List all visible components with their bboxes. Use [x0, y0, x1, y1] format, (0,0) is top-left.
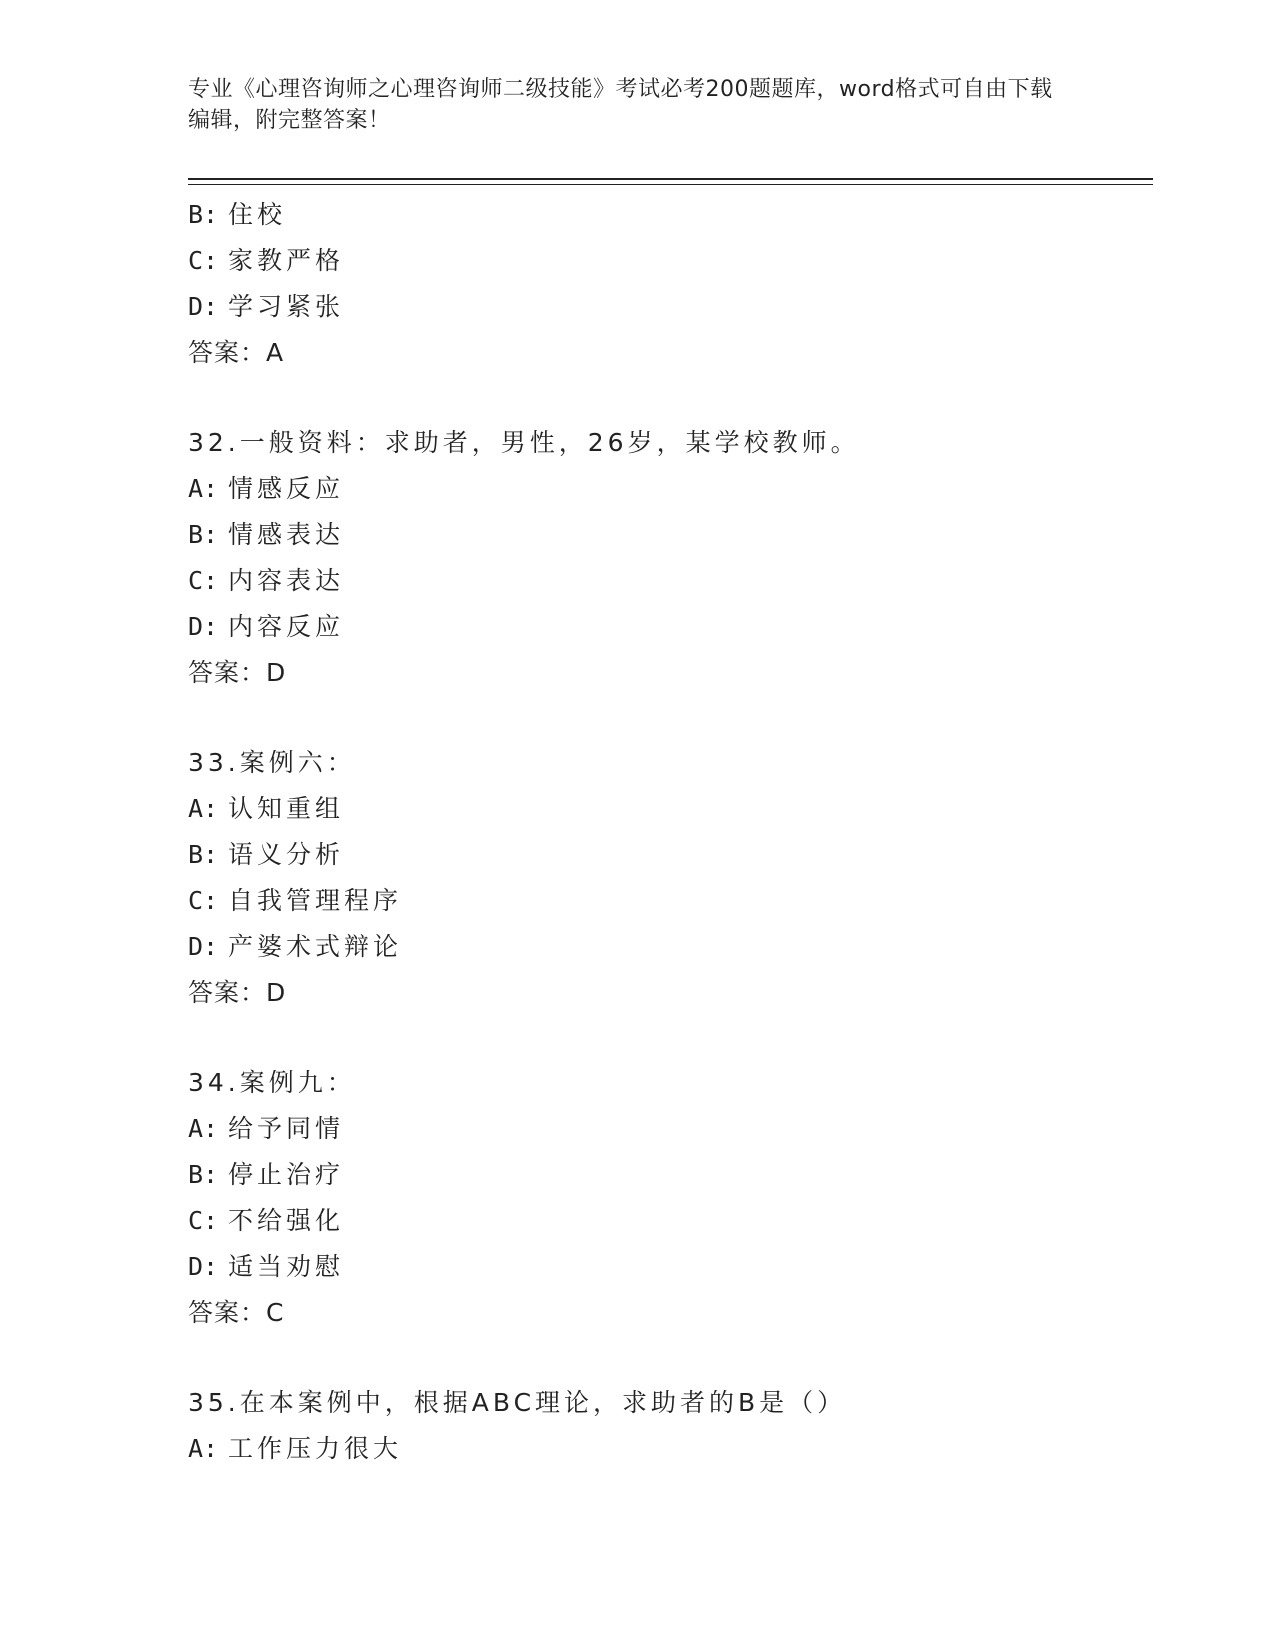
question-text: 33.案例六： [188, 748, 356, 777]
question-block [188, 420, 1148, 696]
option-label: B: [188, 840, 219, 869]
option-label: B: [188, 1160, 219, 1189]
option-text: 内容表达 [228, 566, 345, 595]
option-label: C: [188, 886, 219, 915]
option-label: A: [188, 1114, 219, 1143]
option-row [188, 786, 1148, 832]
option-text: 停止治疗 [228, 1160, 345, 1189]
option-row [188, 832, 1148, 878]
option-label: A: [188, 794, 219, 823]
option-text: 语义分析 [228, 840, 345, 869]
option-text: 给予同情 [228, 1114, 345, 1143]
option-row [188, 878, 1148, 924]
option-row [188, 466, 1148, 512]
option-row [188, 512, 1148, 558]
header-text: 专业《心理咨询师之心理咨询师二级技能》考试必考200题题库，word格式可自由下载编辑，附完整答案！ [188, 77, 1053, 133]
option-row [188, 558, 1148, 604]
option-row [188, 924, 1148, 970]
option-text: 家教严格 [228, 246, 345, 275]
answer-text: 答案：A [188, 338, 285, 367]
question-text: 32.一般资料：求助者，男性，26岁，某学校教师。 [188, 428, 860, 457]
option-label: B: [188, 520, 219, 549]
option-text: 情感表达 [228, 520, 345, 549]
option-label: D: [188, 612, 219, 641]
question-text: 34.案例九： [188, 1068, 356, 1097]
option-row [188, 284, 1148, 330]
option-row [188, 238, 1148, 284]
option-label: B: [188, 200, 219, 229]
option-text: 不给强化 [228, 1206, 345, 1235]
option-label: D: [188, 932, 219, 961]
question-block [188, 1380, 1148, 1472]
option-label: C: [188, 1206, 219, 1235]
option-text: 认知重组 [228, 794, 345, 823]
question-block [188, 1060, 1148, 1336]
question-block [188, 740, 1148, 1016]
document-header [188, 74, 1068, 136]
question-block [188, 192, 1148, 376]
header-divider-thick [188, 178, 1153, 180]
option-text: 内容反应 [228, 612, 345, 641]
answer-text: 答案：D [188, 658, 287, 687]
option-text: 住校 [228, 200, 287, 229]
option-row [188, 1152, 1148, 1198]
option-row [188, 1106, 1148, 1152]
option-label: D: [188, 292, 219, 321]
option-label: C: [188, 566, 219, 595]
question-text: 35.在本案例中，根据ABC理论，求助者的B是（） [188, 1388, 847, 1417]
answer-text: 答案：D [188, 978, 287, 1007]
option-text: 自我管理程序 [228, 886, 403, 915]
answer-text: 答案：C [188, 1298, 285, 1327]
option-row [188, 192, 1148, 238]
option-label: A: [188, 1434, 219, 1463]
option-label: C: [188, 246, 219, 275]
option-row [188, 1198, 1148, 1244]
question-list [188, 192, 1148, 1472]
option-row [188, 1244, 1148, 1290]
option-text: 适当劝慰 [228, 1252, 345, 1281]
option-text: 工作压力很大 [228, 1434, 403, 1463]
option-text: 产婆术式辩论 [228, 932, 403, 961]
option-row [188, 1426, 1148, 1472]
option-text: 情感反应 [228, 474, 345, 503]
option-row [188, 604, 1148, 650]
header-divider-thin [188, 184, 1153, 185]
option-text: 学习紧张 [228, 292, 345, 321]
option-label: D: [188, 1252, 219, 1281]
option-label: A: [188, 474, 219, 503]
